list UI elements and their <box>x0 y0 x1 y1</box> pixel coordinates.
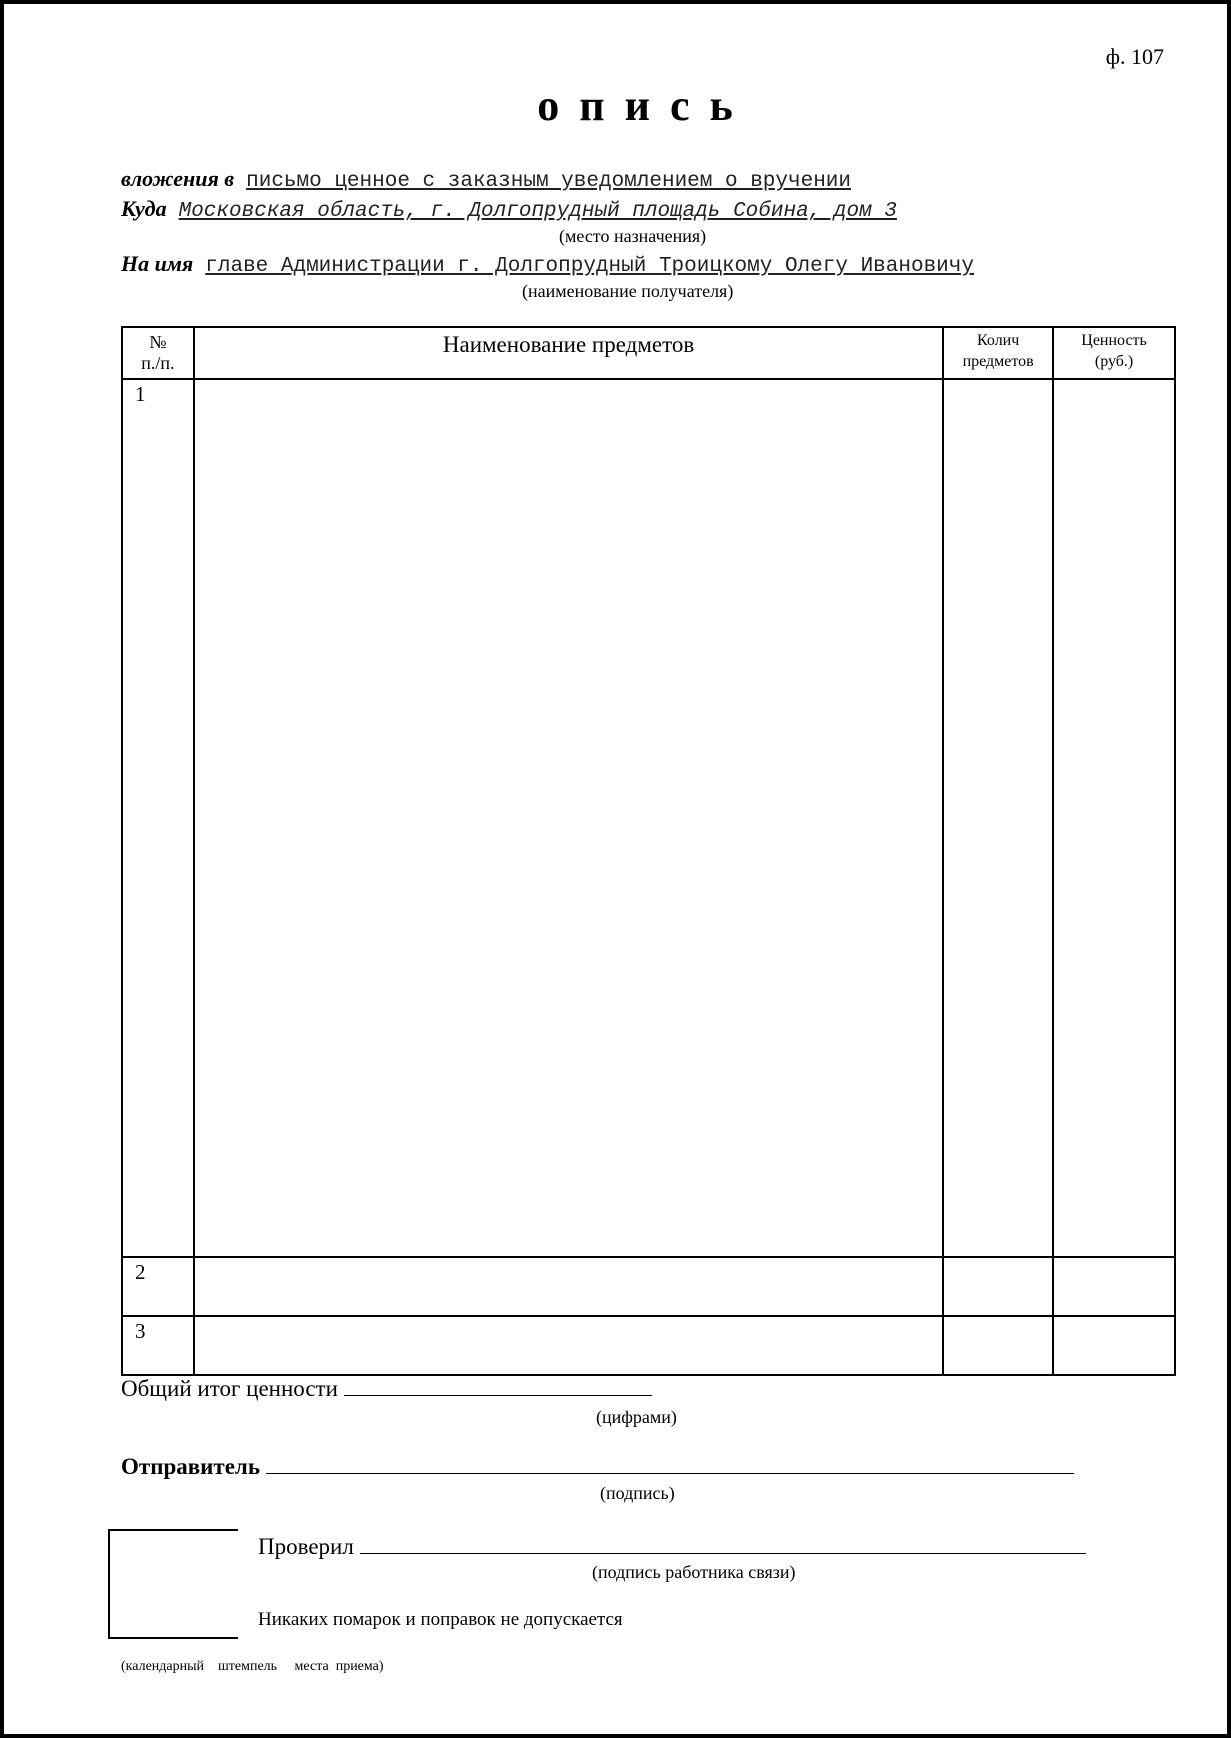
row-number: 2 <box>122 1257 194 1316</box>
sender-label: Отправитель <box>121 1454 260 1479</box>
calendar-stamp-box <box>108 1529 238 1639</box>
sender-line <box>121 1454 1074 1480</box>
inventory-table <box>121 326 1176 1376</box>
table-header-row <box>122 327 1175 379</box>
checked-label: Проверил <box>258 1534 354 1559</box>
row-qty-cell[interactable] <box>943 379 1053 1257</box>
recipient-hint: (наименование получателя) <box>522 281 734 301</box>
row-number: 3 <box>122 1316 194 1375</box>
total-hint: (цифрами) <box>596 1407 677 1427</box>
row-value-cell[interactable] <box>1053 1257 1175 1316</box>
document-title: опись <box>537 81 753 130</box>
header-num-line2: п./п. <box>141 353 175 373</box>
checked-signature-field[interactable] <box>360 1535 1086 1554</box>
row-item-name-cell[interactable] <box>194 379 943 1257</box>
table-row <box>122 379 1175 1257</box>
sender-signature-field[interactable] <box>266 1455 1074 1474</box>
row-qty-cell[interactable] <box>943 1257 1053 1316</box>
destination-line <box>121 196 897 223</box>
header-value-line1: Ценность <box>1081 332 1147 349</box>
total-field[interactable] <box>344 1377 652 1396</box>
row-number: 1 <box>122 379 194 1257</box>
header-value-line2: (руб.) <box>1094 353 1134 370</box>
recipient-value: главе Администрации г. Долгопрудный Троицкому Олегу Ивановичу <box>205 255 974 278</box>
header-num-line1: № <box>149 332 167 352</box>
header-num <box>122 327 194 379</box>
destination-value: Московская область, г. Долгопрудный площадь Собина, дом 3 <box>178 200 897 223</box>
header-value <box>1053 327 1175 379</box>
checked-hint: (подпись работника связи) <box>592 1562 796 1582</box>
table-row <box>122 1257 1175 1316</box>
total-label: Общий итог ценности <box>121 1376 338 1401</box>
row-value-cell[interactable] <box>1053 1316 1175 1375</box>
form-number: ф. 107 <box>1105 44 1164 69</box>
total-line <box>121 1376 652 1402</box>
recipient-line <box>121 251 974 278</box>
notice-text: Никаких помарок и поправок не допускается <box>258 1609 623 1630</box>
table-row <box>122 1316 1175 1375</box>
attachment-value: письмо ценное с заказным уведомлением о вручении <box>246 170 852 193</box>
row-item-name-cell[interactable] <box>194 1316 943 1375</box>
row-qty-cell[interactable] <box>943 1316 1053 1375</box>
checked-line <box>258 1534 1086 1560</box>
header-name: Наименование предметов <box>194 327 943 379</box>
destination-hint: (место назначения) <box>559 226 707 246</box>
row-item-name-cell[interactable] <box>194 1257 943 1316</box>
header-qty-line1: Колич <box>977 332 1020 349</box>
stamp-caption: (календарный штемпель места приема) <box>121 1659 384 1674</box>
attachment-line <box>121 166 851 193</box>
sender-hint: (подпись) <box>600 1483 675 1503</box>
header-qty <box>943 327 1053 379</box>
destination-label: Куда <box>121 196 167 221</box>
recipient-label: На имя <box>121 251 194 276</box>
attachment-label: вложения в <box>121 166 235 191</box>
header-qty-line2: предметов <box>962 353 1034 370</box>
row-value-cell[interactable] <box>1053 379 1175 1257</box>
